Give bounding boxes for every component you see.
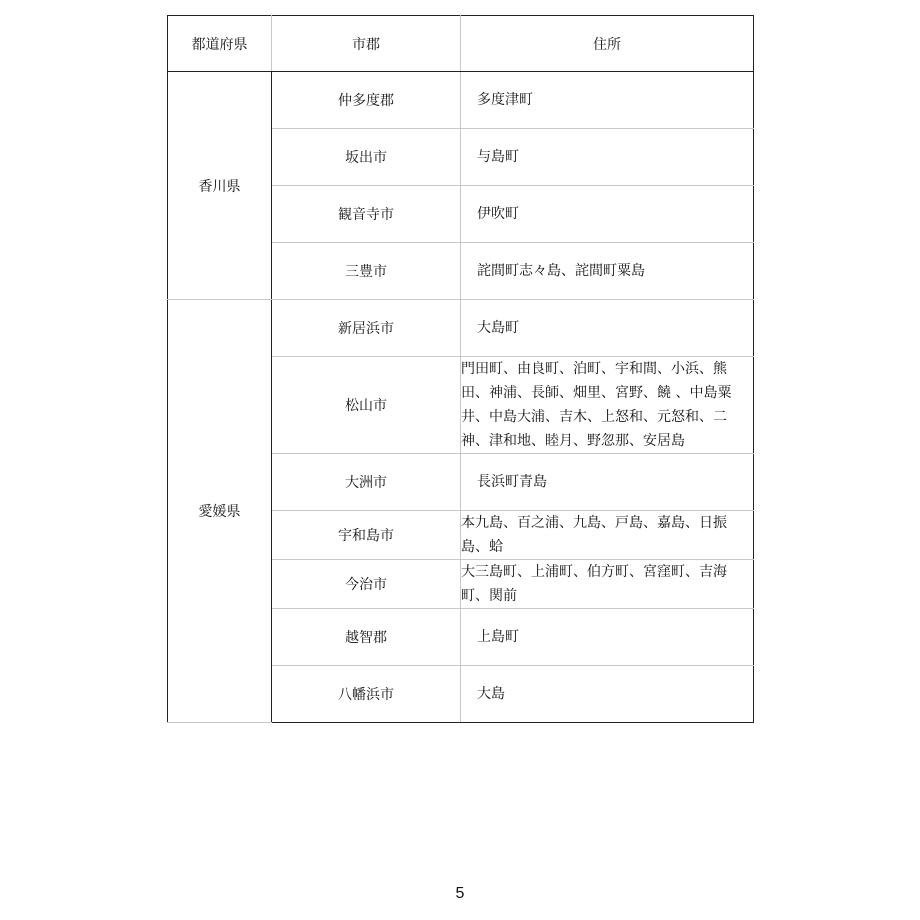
city-cell: 松山市 bbox=[272, 357, 461, 454]
address-cell: 与島町 bbox=[461, 129, 754, 186]
table-header-row bbox=[168, 16, 754, 72]
city-cell: 越智郡 bbox=[272, 609, 461, 666]
city-cell: 坂出市 bbox=[272, 129, 461, 186]
city-cell: 今治市 bbox=[272, 560, 461, 609]
address-cell: 上島町 bbox=[461, 609, 754, 666]
city-cell: 仲多度郡 bbox=[272, 72, 461, 129]
city-cell: 大洲市 bbox=[272, 454, 461, 511]
address-cell: 多度津町 bbox=[461, 72, 754, 129]
address-cell: 大島 bbox=[461, 666, 754, 723]
prefecture-cell-ehime: 愛媛県 bbox=[168, 300, 272, 723]
city-cell: 宇和島市 bbox=[272, 511, 461, 560]
table-row bbox=[168, 300, 754, 357]
header-prefecture: 都道府県 bbox=[168, 16, 272, 72]
city-cell: 観音寺市 bbox=[272, 186, 461, 243]
address-table bbox=[167, 15, 754, 723]
address-cell: 大三島町、上浦町、伯方町、宮窪町、吉海町、関前 bbox=[461, 560, 754, 609]
address-cell: 本九島、百之浦、九島、戸島、嘉島、日振島、蛤 bbox=[461, 511, 754, 560]
city-cell: 新居浜市 bbox=[272, 300, 461, 357]
address-cell: 詫間町志々島、詫間町粟島 bbox=[461, 243, 754, 300]
address-cell: 長浜町青島 bbox=[461, 454, 754, 511]
city-cell: 三豊市 bbox=[272, 243, 461, 300]
prefecture-cell-kagawa: 香川県 bbox=[168, 72, 272, 300]
header-city: 市郡 bbox=[272, 16, 461, 72]
city-cell: 八幡浜市 bbox=[272, 666, 461, 723]
address-cell: 伊吹町 bbox=[461, 186, 754, 243]
address-cell: 門田町、由良町、泊町、宇和間、小浜、熊田、神浦、長師、畑里、宮野、饒 、中島粟井、中島大浦、吉木、上怒和、元怒和、二神、津和地、睦月、野忽那、安居島 bbox=[461, 357, 754, 454]
header-address: 住所 bbox=[461, 16, 754, 72]
table-row bbox=[168, 72, 754, 129]
address-cell: 大島町 bbox=[461, 300, 754, 357]
page-number: 5 bbox=[455, 885, 465, 902]
